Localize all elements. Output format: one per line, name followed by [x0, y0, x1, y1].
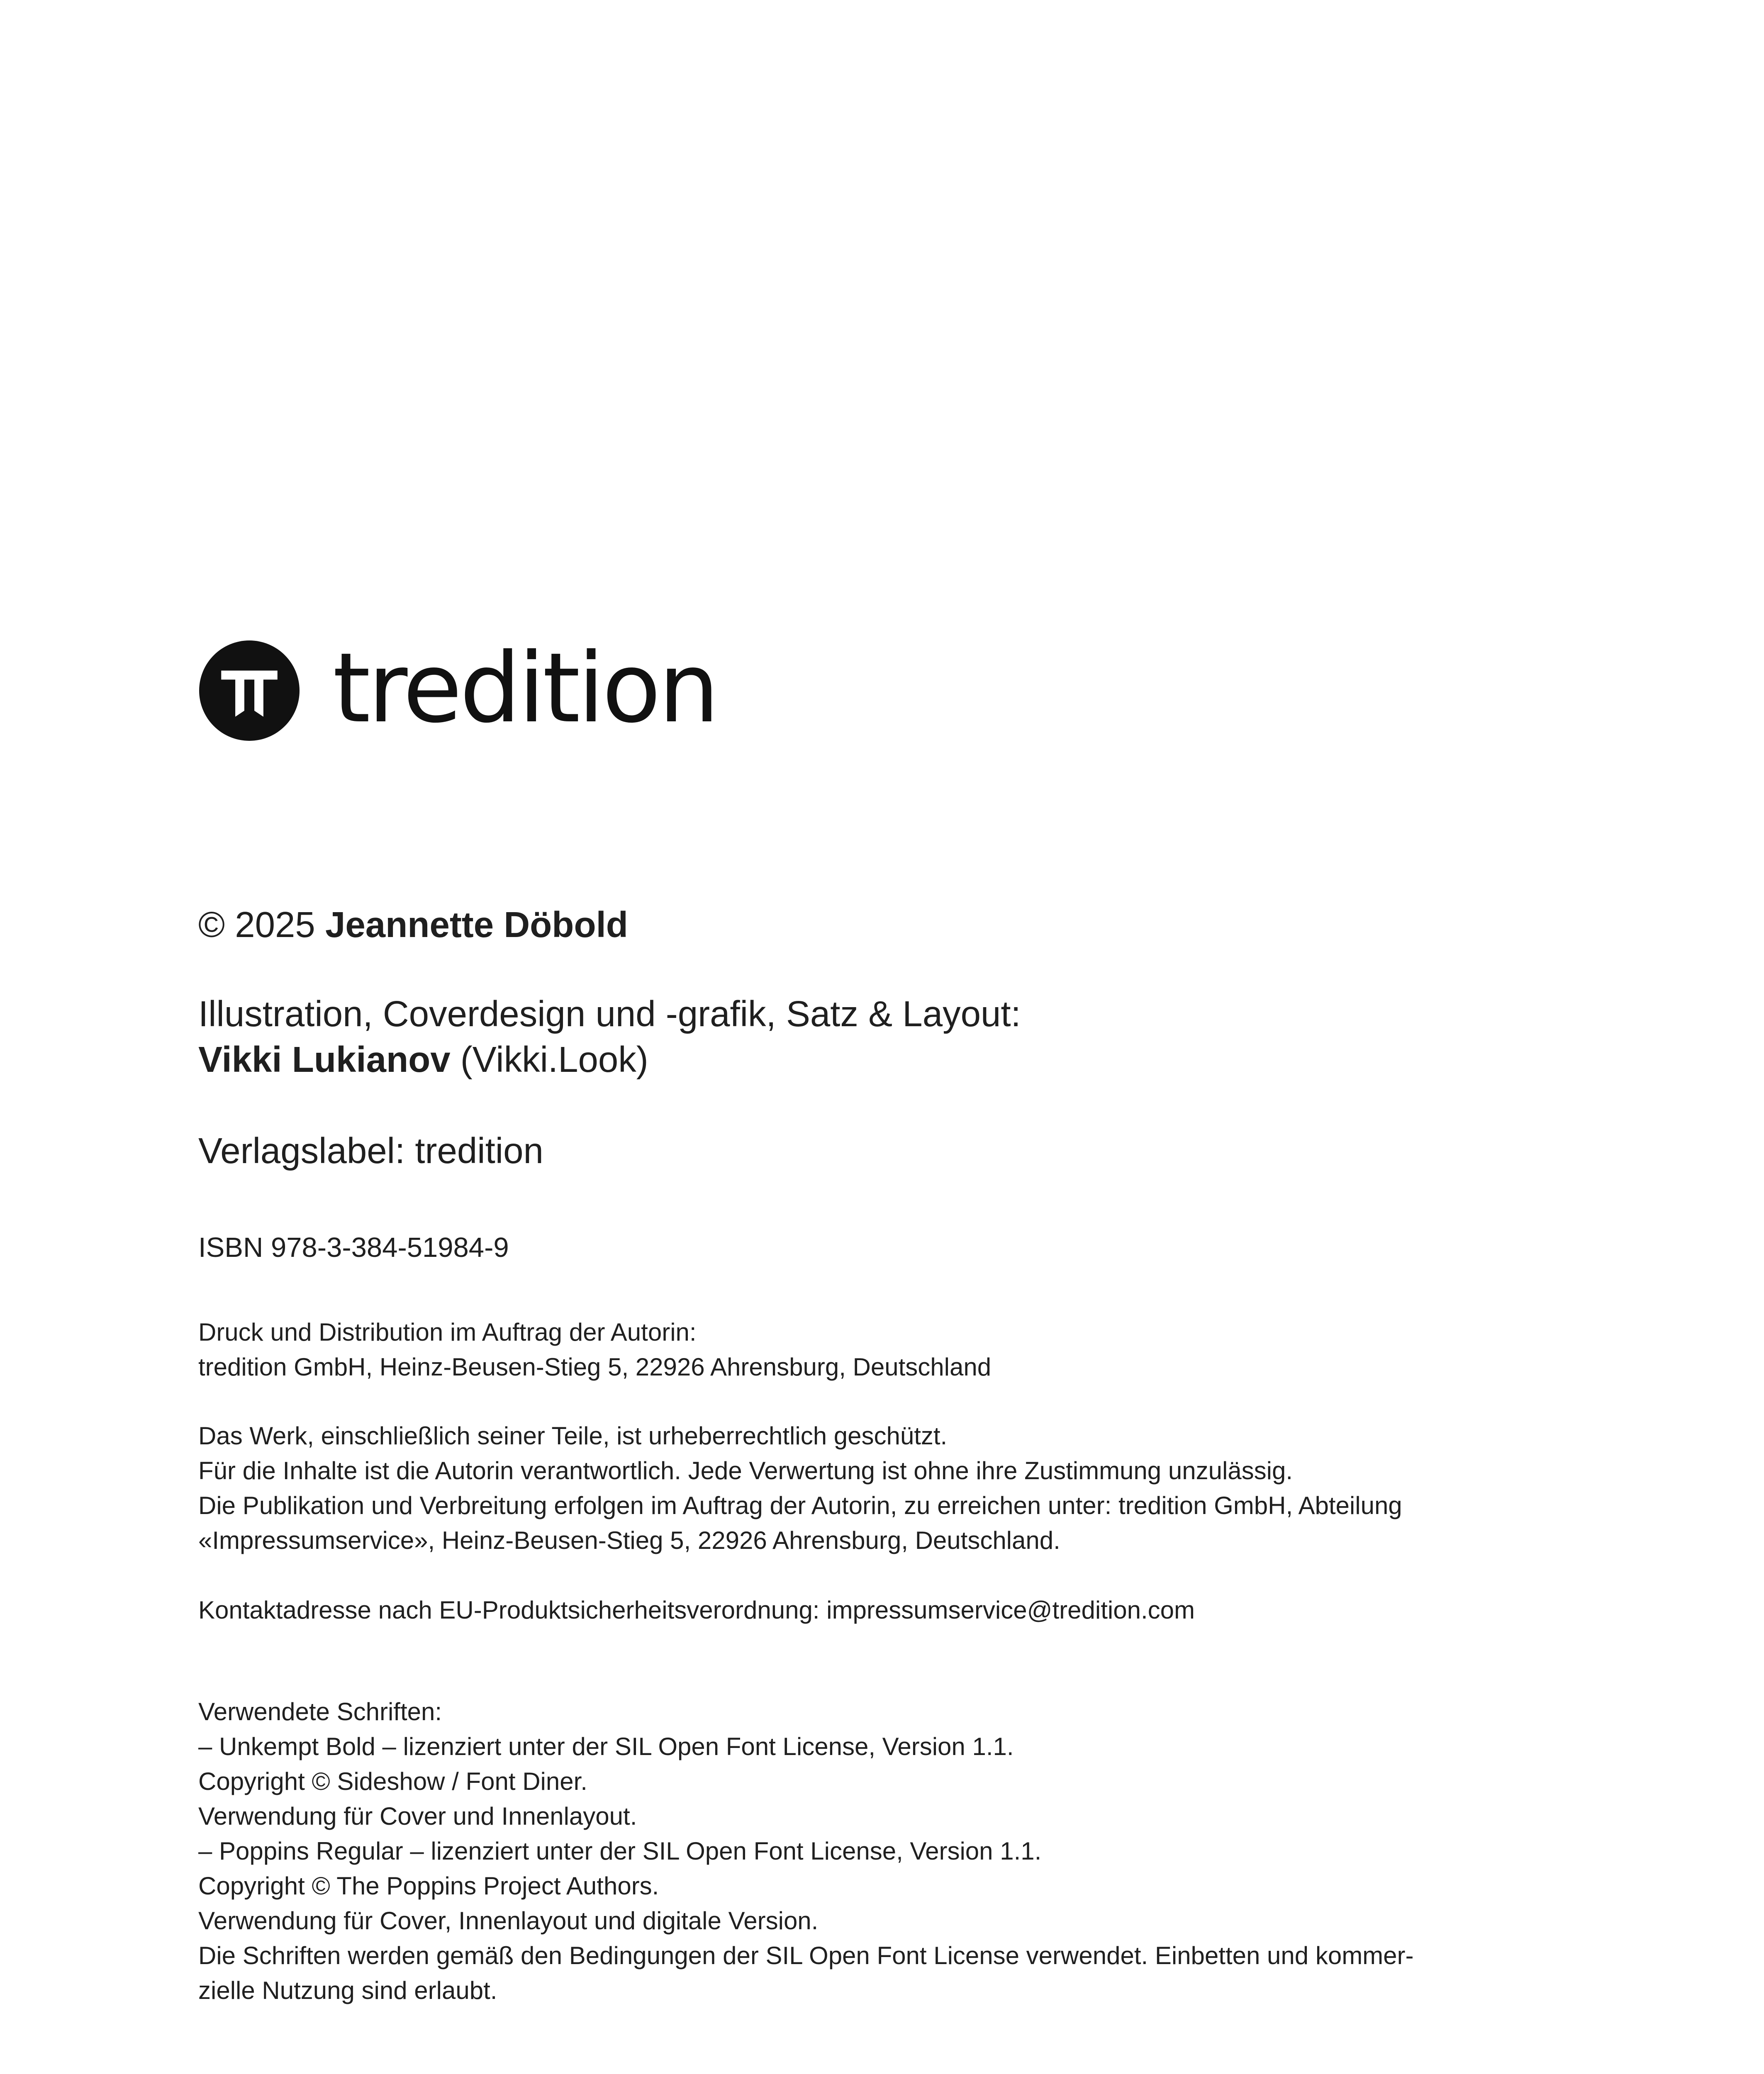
copyright-prefix: © 2025	[198, 905, 325, 945]
fonts-line: Copyright © Sideshow / Font Diner.	[198, 1767, 587, 1795]
rights-line-2: Für die Inhalte ist die Autorin verantwortlich. Jede Verwertung ist ohne ihre Zustimmung unzulässig.	[198, 1457, 1293, 1485]
fonts-line: Verwendung für Cover, Innenlayout und digitale Version.	[198, 1907, 819, 1935]
isbn: ISBN 978-3-384-51984-9	[198, 1232, 509, 1263]
rights-line-1: Das Werk, einschließlich seiner Teile, ist urheberrechtlich geschützt.	[198, 1422, 948, 1450]
publisher-label: Verlagslabel: tredition	[198, 1131, 543, 1171]
fonts-line: zielle Nutzung sind erlaubt.	[198, 1977, 497, 2004]
print-line-1: Druck und Distribution im Auftrag der Autorin:	[198, 1318, 697, 1346]
illustration-role: Illustration, Coverdesign und -grafik, Satz & Layout:	[198, 994, 1021, 1034]
print-line-2: tredition GmbH, Heinz-Beusen-Stieg 5, 22926 Ahrensburg, Deutschland	[198, 1353, 992, 1381]
illustration-credit	[198, 991, 1021, 1083]
fonts-line: Copyright © The Poppins Project Authors.	[198, 1872, 659, 1900]
fonts-line: Verwendung für Cover und Innenlayout.	[198, 1802, 637, 1830]
author-name: Jeannette Döbold	[325, 905, 628, 945]
illustrator-name: Vikki Lukianov	[198, 1039, 451, 1080]
tredition-t-logo-icon	[199, 640, 300, 741]
rights-line-3: Die Publikation und Verbreitung erfolgen im Auftrag der Autorin, zu erreichen unter: tredition GmbH, Abteilung	[198, 1492, 1402, 1519]
illustrator-alias: (Vikki.Look)	[450, 1039, 648, 1080]
rights-notice	[198, 1419, 1402, 1558]
illustrator-line	[198, 1037, 1021, 1083]
contact-line: Kontaktadresse nach EU-Produktsicherheitsverordnung: impressumservice@tredition.com	[198, 1596, 1195, 1624]
fonts-heading: Verwendete Schriften:	[198, 1698, 442, 1726]
rights-line-4: «Impressumservice», Heinz-Beusen-Stieg 5, 22926 Ahrensburg, Deutschland.	[198, 1526, 1060, 1554]
publisher-logo	[199, 632, 717, 744]
copyright-line	[198, 902, 628, 948]
logo-wordmark: tredition	[333, 632, 717, 744]
print-distribution	[198, 1315, 991, 1385]
fonts-line: – Unkempt Bold – lizenziert unter der SIL Open Font License, Version 1.1.	[198, 1733, 1014, 1760]
fonts-line: – Poppins Regular – lizenziert unter der SIL Open Font License, Version 1.1.	[198, 1837, 1042, 1865]
fonts-line: Die Schriften werden gemäß den Bedingungen der SIL Open Font License verwendet. Einbetten und kommer-	[198, 1942, 1414, 1969]
fonts-used	[198, 1694, 1413, 2008]
